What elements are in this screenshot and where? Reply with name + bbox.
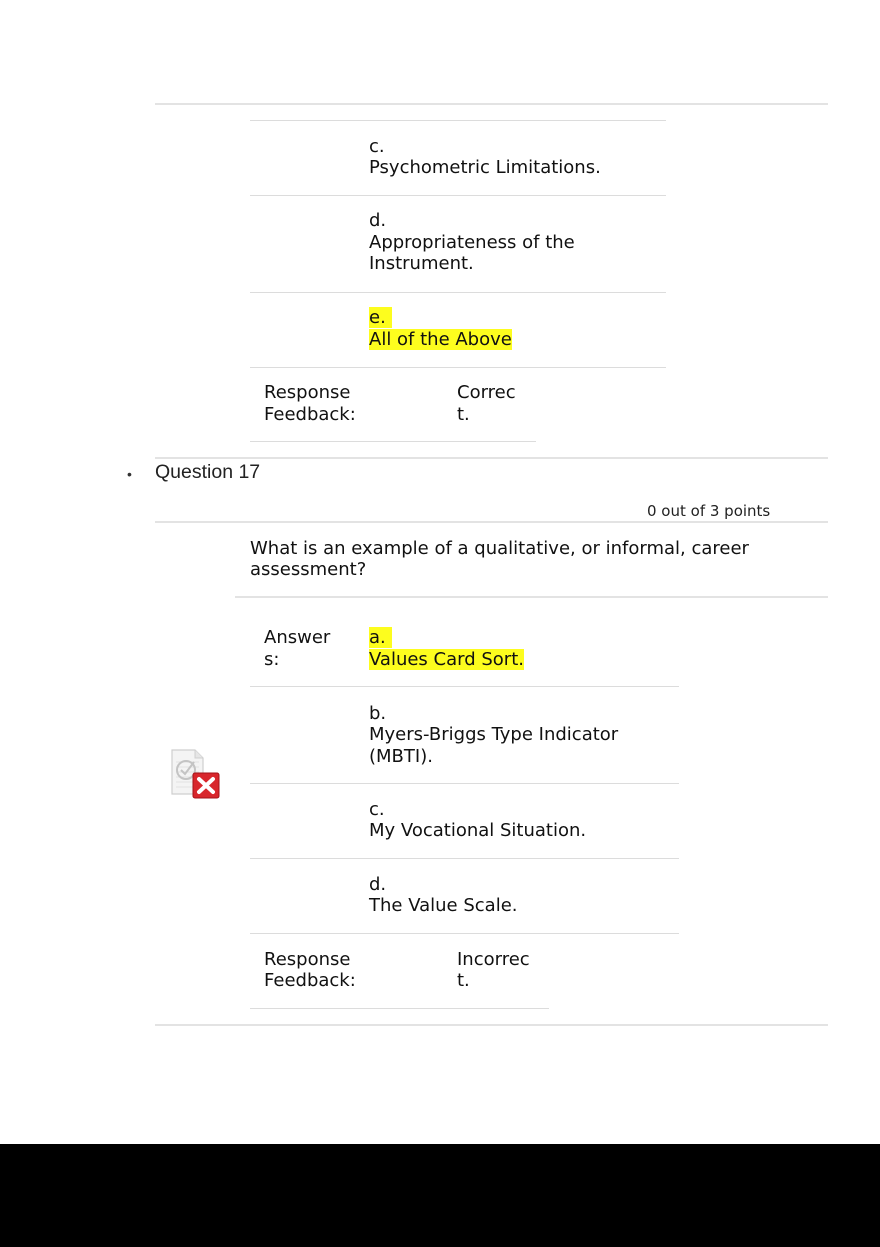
divider (250, 783, 679, 784)
divider (250, 292, 666, 293)
divider (250, 1008, 549, 1009)
prompt-line2: assessment? (250, 559, 367, 580)
answers-label-line1: Answer (264, 627, 331, 648)
divider (250, 195, 666, 196)
divider (250, 441, 536, 442)
answer-text-line1: Myers-Briggs Type Indicator (369, 724, 619, 745)
answer-text (369, 649, 524, 671)
divider (250, 858, 679, 859)
selected-highlight: Values Card Sort. (369, 649, 524, 670)
feedback-label-line1: Response (264, 949, 351, 970)
selected-highlight: All of the Above (369, 329, 512, 350)
answer-text-line2: (MBTI). (369, 746, 433, 767)
selected-highlight: a. (369, 627, 392, 648)
question-points: 0 out of 3 points (647, 502, 771, 520)
answer-text: The Value Scale. (369, 895, 518, 916)
answer-letter (369, 627, 392, 649)
feedback-label-line2: Feedback: (264, 970, 356, 991)
feedback-value-line1: Correc (457, 382, 516, 403)
divider (250, 120, 666, 121)
feedback-label-line2: Feedback: (264, 404, 356, 425)
feedback-label-line1: Response (264, 382, 351, 403)
prompt-line1: What is an example of a qualitative, or informal, career (250, 538, 749, 559)
divider (155, 103, 828, 105)
divider (250, 933, 679, 934)
answer-letter: c. (369, 136, 385, 157)
answer-letter: b. (369, 703, 387, 724)
answer-text: Psychometric Limitations. (369, 157, 601, 178)
feedback-value-line2: t. (457, 970, 470, 991)
answers-label-line2: s: (264, 649, 280, 670)
divider (250, 367, 666, 368)
answer-letter: d. (369, 210, 387, 231)
answer-letter: c. (369, 799, 385, 820)
divider (155, 1024, 828, 1026)
divider (155, 457, 828, 459)
page-bottom-margin (0, 1144, 880, 1247)
divider (235, 596, 828, 598)
answer-text (369, 329, 512, 351)
incorrect-icon (169, 748, 221, 800)
answer-text: My Vocational Situation. (369, 820, 587, 841)
answer-letter (369, 307, 392, 329)
feedback-value-line1: Incorrec (457, 949, 530, 970)
answer-letter: d. (369, 874, 387, 895)
feedback-value-line2: t. (457, 404, 470, 425)
answer-text-line2: Instrument. (369, 253, 474, 274)
divider (155, 521, 828, 523)
list-bullet: • (127, 466, 132, 482)
question-title: Question 17 (155, 461, 261, 483)
divider (250, 686, 679, 687)
answer-text-line1: Appropriateness of the (369, 232, 575, 253)
selected-highlight: e. (369, 307, 392, 328)
